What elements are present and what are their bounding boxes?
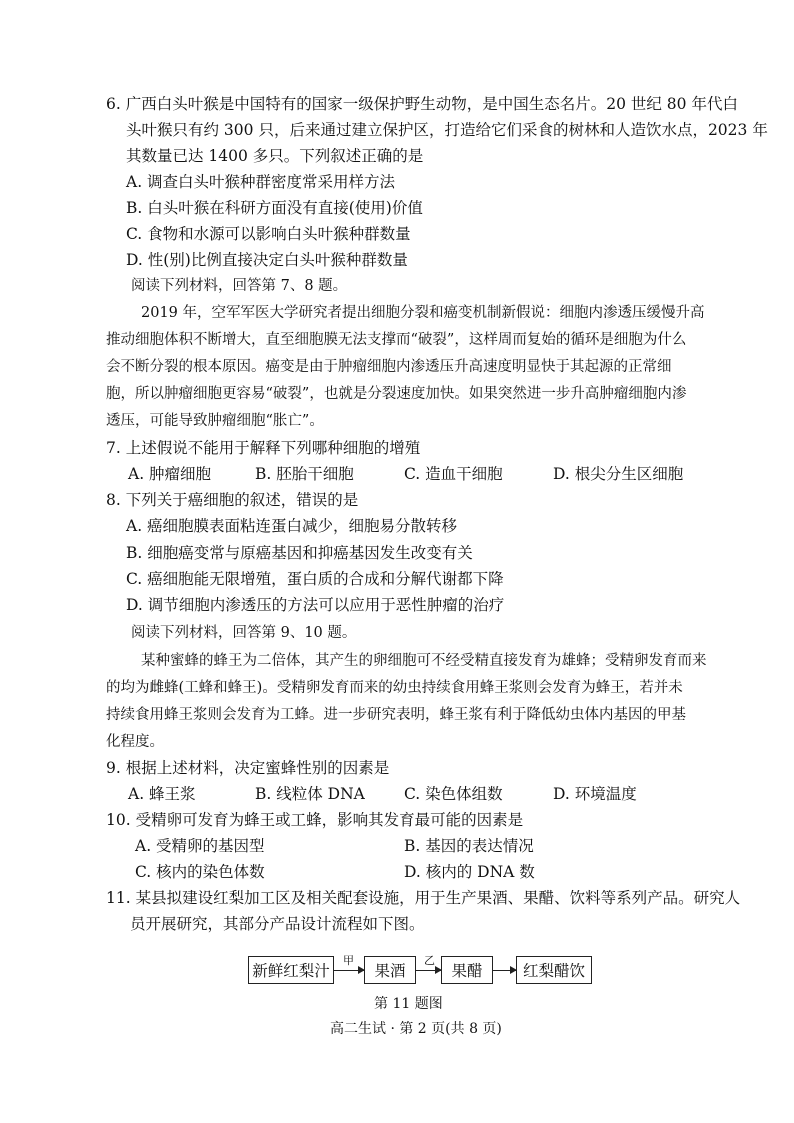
q10-option-a: A. 受精卵的基因型 <box>135 837 265 855</box>
flow-arrow-2 <box>416 970 441 971</box>
flow-box-fresh-juice: 新鲜红梨汁 <box>248 956 334 984</box>
flow-arrow-1 <box>334 970 364 971</box>
q9-option-a: A. 蜂王浆 <box>128 785 196 803</box>
q10-stem: 10. 受精卵可发育为蜂王或工蜂，影响其发育最可能的因素是 <box>106 811 524 829</box>
q9-option-b: B. 线粒体 DNA <box>255 785 365 803</box>
q9-option-c: C. 染色体组数 <box>404 785 503 803</box>
material2-line3: 持续食用蜂王浆则会发育为工蜂。进一步研究表明，蜂王浆有利于降低幼虫体内基因的甲基 <box>106 707 686 723</box>
q10-option-c: C. 核内的染色体数 <box>135 863 265 881</box>
material1-line1: 2019 年，空军军医大学研究者提出细胞分裂和癌变机制新假说：细胞内渗透压缓慢升高 <box>141 305 705 321</box>
q11-line2: 员开展研究，其部分产品设计流程如下图。 <box>130 915 425 933</box>
material1-line2: 推动细胞体积不断增大，直至细胞膜无法支撑而“破裂”，这样周而复始的循环是细胞为什么 <box>106 332 687 348</box>
page-footer: 高二生试 · 第 2 页(共 8 页) <box>330 1021 502 1037</box>
q6-option-d: D. 性(别)比例直接决定白头叶猴种群数量 <box>126 251 408 269</box>
q11-line1: 11. 某县拟建设红梨加工区及相关配套设施，用于生产果酒、果醋、饮料等系列产品。研究人 <box>106 889 741 907</box>
flow-box-fruit-wine: 果酒 <box>364 956 416 984</box>
q9-stem: 9. 根据上述材料，决定蜜蜂性别的因素是 <box>106 759 390 777</box>
q8-stem: 8. 下列关于癌细胞的叙述，错误的是 <box>106 491 359 509</box>
q6-line3: 其数量已达 1400 多只。下列叙述正确的是 <box>126 147 424 165</box>
q7-option-a: A. 肿瘤细胞 <box>128 465 212 483</box>
material1-line5: 透压，可能导致肿瘤细胞“胀亡”。 <box>106 413 324 429</box>
material1-line3: 会不断分裂的根本原因。癌变是由于肿瘤细胞内渗透压升高速度明显快于其起源的正常细 <box>106 359 672 375</box>
q7-stem: 7. 上述假说不能用于解释下列哪种细胞的增殖 <box>106 439 421 457</box>
q10-option-b: B. 基因的表达情况 <box>404 837 534 855</box>
q8-option-b: B. 细胞癌变常与原癌基因和抑癌基因发生改变有关 <box>126 544 473 562</box>
q6-line2: 头叶猴只有约 300 只，后来通过建立保护区，打造给它们采食的树林和人造饮水点，2023 年 <box>126 121 768 139</box>
q8-option-c: C. 癌细胞能无限增殖，蛋白质的合成和分解代谢都下降 <box>126 570 504 588</box>
q6-line1: 6. 广西白头叶猴是中国特有的国家一级保护野生动物，是中国生态名片。20 世纪 80 年代白 <box>106 95 738 113</box>
material2-intro: 阅读下列材料，回答第 9、10 题。 <box>131 625 357 641</box>
q6-option-c: C. 食物和水源可以影响白头叶猴种群数量 <box>126 225 411 243</box>
figure-caption: 第 11 题图 <box>374 996 443 1012</box>
q7-option-b: B. 胚胎干细胞 <box>255 465 354 483</box>
material2-line2: 的均为雌蜂(工蜂和蜂王)。受精卵发育而来的幼虫持续食用蜂王浆则会发育为蜂王，若并未 <box>106 680 683 696</box>
material2-line4: 化程度。 <box>106 734 164 750</box>
q9-option-d: D. 环境温度 <box>553 785 637 803</box>
q7-option-c: C. 造血干细胞 <box>404 465 503 483</box>
flow-box-pear-vinegar-drink: 红梨醋饮 <box>516 956 592 984</box>
flow-arrow-3 <box>493 970 516 971</box>
material1-intro: 阅读下列材料，回答第 7、8 题。 <box>131 278 348 294</box>
flow-box-fruit-vinegar: 果醋 <box>441 956 493 984</box>
flow-label-yi: 乙 <box>424 954 435 967</box>
material2-line1: 某种蜜蜂的蜂王为二倍体，其产生的卵细胞可不经受精直接发育为雄蜂；受精卵发育而来 <box>141 653 707 669</box>
q6-option-b: B. 白头叶猴在科研方面没有直接(使用)价值 <box>126 199 423 217</box>
flow-label-jia: 甲 <box>343 954 354 967</box>
q7-option-d: D. 根尖分生区细胞 <box>553 465 684 483</box>
material1-line4: 胞，所以肿瘤细胞更容易“破裂”，也就是分裂速度加快。如果突然进一步升高肿瘤细胞内渗 <box>106 386 687 402</box>
q6-option-a: A. 调查白头叶猴种群密度常采用样方法 <box>126 173 396 191</box>
q10-option-d: D. 核内的 DNA 数 <box>404 863 535 881</box>
q8-option-d: D. 调节细胞内渗透压的方法可以应用于恶性肿瘤的治疗 <box>126 596 505 614</box>
q8-option-a: A. 癌细胞膜表面粘连蛋白减少，细胞易分散转移 <box>126 517 458 535</box>
